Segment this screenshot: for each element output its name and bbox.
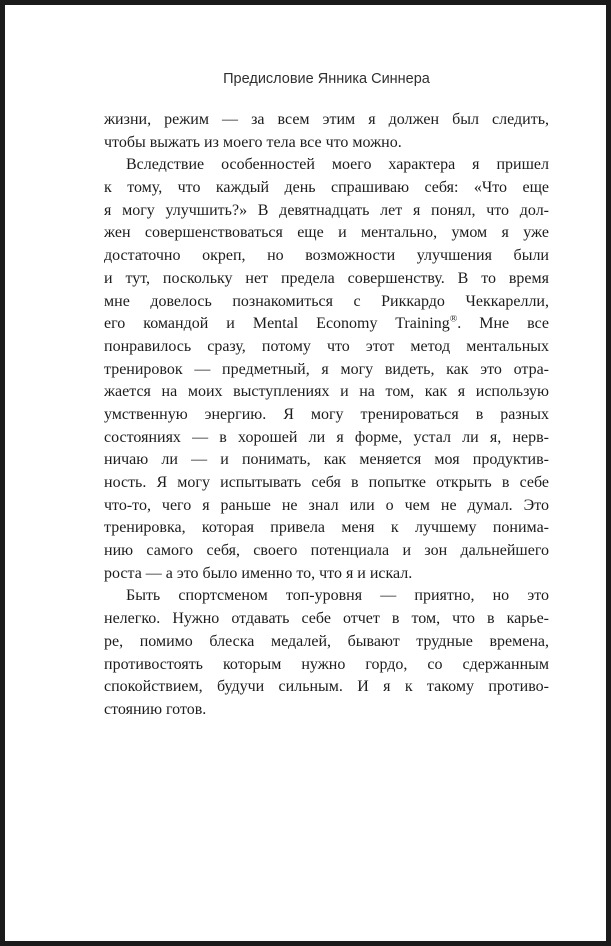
- text-line: тренировок — предметный, я могу видеть, как это отра-: [104, 360, 549, 378]
- running-header: Предисловие Янника Синнера: [223, 71, 430, 87]
- text-line: Вследствие особенностей моего характера я пришел: [126, 156, 549, 174]
- text-line: чтобы выжать из моего тела все что можно.: [104, 133, 402, 151]
- text-line: жизни, режим — за всем этим я должен был следить,: [104, 111, 549, 128]
- text-line: спокойствием, будучи сильным. И я к такому противо-: [104, 678, 549, 696]
- body-text-block: [104, 109, 549, 722]
- text-line: нелегко. Нужно отдавать себе отчет в том, что в карье-: [104, 610, 549, 628]
- text-line: противостоять которым нужно гордо, со сдержанным: [104, 655, 549, 673]
- text-line: жен совершенствоваться еще и ментально, умом я уже: [104, 224, 549, 242]
- text-line: нию самого себя, своего потенциала и зон дальнейшего: [104, 542, 549, 560]
- text-line: что-то, чего я раньше не знал или о чем не думал. Это: [104, 496, 549, 514]
- text-line: ре, помимо блеска медалей, бывают трудные времена,: [104, 632, 549, 650]
- text-line: к тому, что каждый день спрашиваю себя: «Что еще: [104, 179, 549, 197]
- text-line: понравилось сразу, потому что этот метод ментальных: [104, 337, 549, 355]
- text-line: достаточно окреп, но возможности улучшения были: [104, 247, 549, 265]
- text-line: ность. Я могу испытывать себя в попытке открыть в себе: [104, 474, 549, 491]
- text-line: умственную энергию. Я могу тренироваться в разных: [104, 405, 549, 423]
- text-line: я могу улучшить?» В девятнадцать лет я понял, что дол-: [104, 201, 549, 219]
- text-line: роста — а это было именно то, что я и искал.: [104, 564, 413, 582]
- text-line: мне довелось познакомиться с Риккардо Чеккарелли,: [104, 292, 549, 310]
- text-line: ничаю ли — и понимать, как меняется моя продуктив-: [104, 451, 549, 469]
- text-line: жается на моих выступлениях и на том, как я использую: [104, 383, 549, 401]
- text-line: состояниях — в хорошей ли я форме, устал ли я, нерв-: [104, 428, 549, 446]
- text-line: тренировка, которая привела меня к лучшему понима-: [104, 519, 549, 537]
- text-line: стоянию готов.: [104, 700, 207, 718]
- text-line: его командой и Mental Economy Training®. Мне все: [104, 313, 550, 333]
- text-line: Быть спортсменом топ-уровня — приятно, но это: [126, 587, 549, 605]
- registered-trademark-symbol: ®: [449, 313, 458, 325]
- text-line: и тут, поскольку нет предела совершенству. В то время: [104, 269, 549, 287]
